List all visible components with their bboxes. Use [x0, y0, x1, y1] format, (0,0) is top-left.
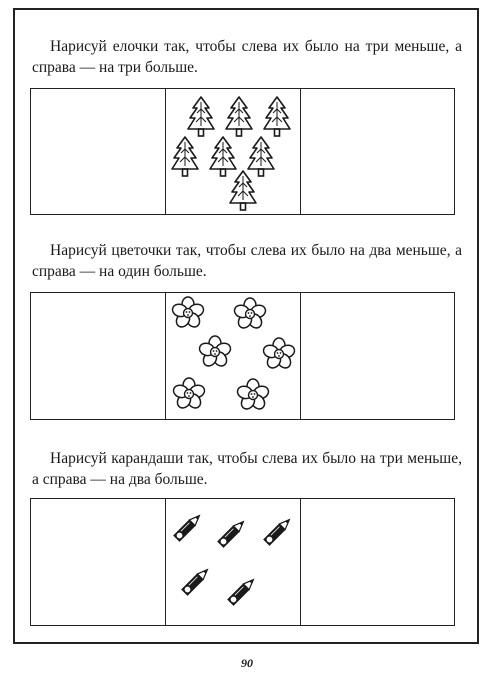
task-2-box [30, 292, 455, 420]
task-3-left-cell[interactable] [31, 499, 166, 625]
task-2-instruction: Нарисуй цветочки так, чтобы слева их было на два меньше, а справа — на один больше. [32, 242, 462, 280]
task-3-right-cell[interactable] [301, 499, 454, 625]
task-1-middle-cell [166, 89, 301, 214]
pencil-icon [222, 571, 262, 616]
task-2-left-cell[interactable] [31, 293, 166, 419]
pencil-icon [212, 513, 252, 558]
flower-icon [172, 377, 206, 416]
flower-icon [236, 378, 270, 417]
task-3-middle-cell [166, 499, 301, 625]
task-1-box [30, 88, 455, 215]
page-number: 90 [241, 656, 253, 670]
pencil-icon [258, 511, 298, 556]
task-2-right-cell[interactable] [301, 293, 454, 419]
task-3-box [30, 498, 455, 626]
pencil-icon [168, 507, 208, 552]
task-1-right-cell[interactable] [301, 89, 454, 214]
pencil-icon [176, 561, 216, 606]
flower-icon [262, 337, 296, 376]
task-2-middle-cell [166, 293, 301, 419]
flower-icon [233, 297, 267, 336]
task-1-instruction: Нарисуй елочки так, чтобы слева их было на три меньше, а справа — на три больше. [32, 38, 462, 76]
task-3-instruction: Нарисуй карандаши так, чтобы слева их было на три меньше, а справа — на два больше. [32, 450, 462, 488]
flower-icon [198, 335, 232, 374]
fir-tree-icon [170, 135, 200, 184]
flower-icon [171, 296, 205, 335]
task-1-left-cell[interactable] [31, 89, 166, 214]
fir-tree-icon [228, 169, 258, 218]
